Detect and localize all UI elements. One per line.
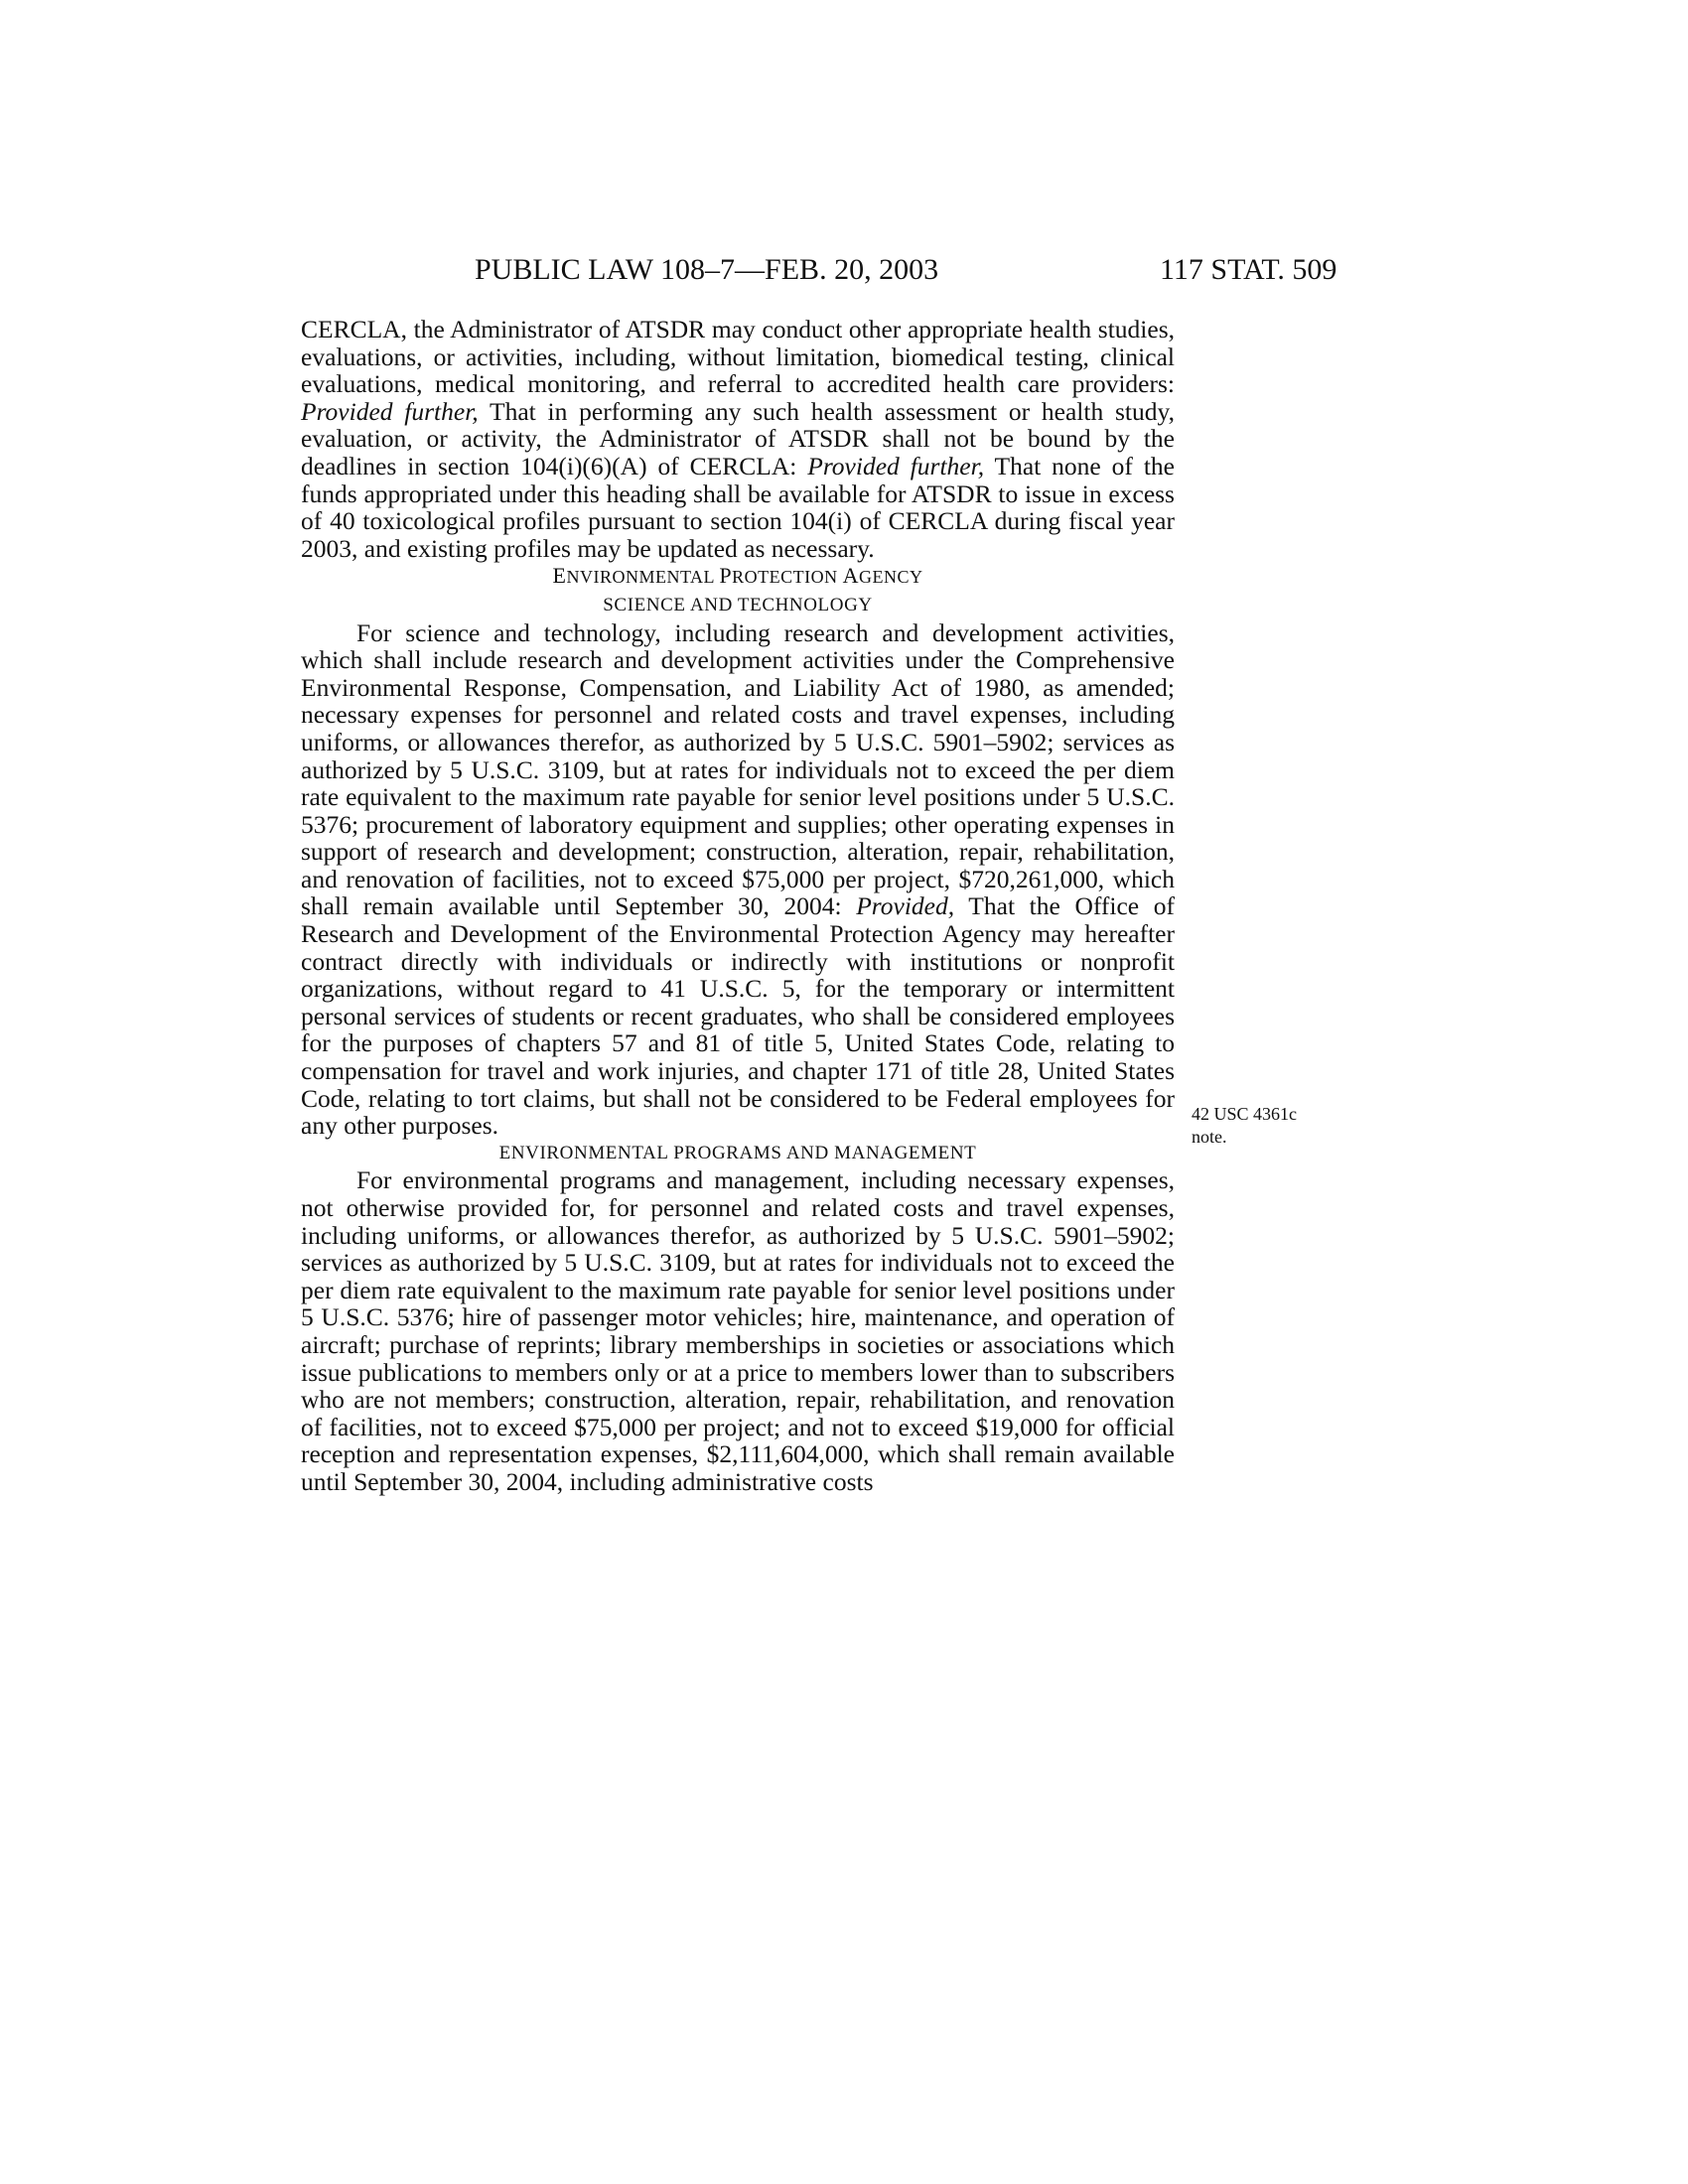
proviso-label: Provided further, — [301, 396, 479, 426]
page-body — [301, 316, 1175, 1496]
law-title: PUBLIC LAW 108–7—FEB. 20, 2003 — [475, 253, 939, 286]
page-header — [0, 250, 1688, 290]
science-technology-heading: SCIENCE AND TECHNOLOGY — [603, 594, 873, 615]
margin-note-label: note. — [1192, 1127, 1227, 1147]
paragraph-science-technology: For science and technology, including research and development activities, which shall include research and development activities under the Comprehensive Environmental Response, Compensation, and Liability Act of 1980, as amended; necessary expenses for personnel and related costs and travel expenses, including uniforms, or allowances therefor, as authorized by 5 U.S.C. 5901–5902; services as authorized by 5 U.S.C. 3109, but at rates for individuals not to exceed the per diem rate equivalent to the maximum rate payable for senior level positions under 5 U.S.C. 5376; procurement of laboratory equipment and supplies; other operating expenses in support of research and development; construction, alteration, repair, rehabilitation, and renovation of facilities, not to exceed $75,000 per project, $720,261,000, which shall remain available until September 30, 2004: Provided, That the Office of Research and Development of the Environmental Protection Agency may hereafter contract directly with individuals or indirectly with institutions or nonprofit organizations, without regard to 41 U.S.C. 5, for the temporary or intermittent personal services of students or recent graduates, who shall be considered employees for the purposes of chapters 57 and 81 of title 5, United States Code, relating to compensation for travel and work injuries, and chapter 171 of title 28, United States Code, relating to tort claims, but shall not be considered to be Federal employees for any other purposes. — [301, 617, 1175, 1141]
paragraph-environmental-programs: For environmental programs and management, including necessary expenses, not otherwise provided for, for personnel and related costs and travel expenses, including uniforms, or allowances therefor, as authorized by 5 U.S.C. 5901–5902; services as authorized by 5 U.S.C. 3109, but at rates for individuals not to exceed the per diem rate equivalent to the maximum rate payable for senior level positions under 5 U.S.C. 5376; hire of passenger motor vehicles; hire, maintenance, and operation of aircraft; purchase of reprints; library memberships in societies or associations which issue publications to members only or at a price to members lower than to subscribers who are not members; construction, alteration, repair, rehabilitation, and renovation of facilities, not to exceed $75,000 per project; and not to exceed $19,000 for official reception and representation expenses, $2,111,604,000, which shall remain available until September 30, 2004, including administrative costs — [301, 1165, 1175, 1496]
proviso-label: Provided, — [856, 891, 955, 921]
proviso-label: Provided further, — [807, 451, 985, 480]
statute-page-number: 117 STAT. 509 — [1160, 253, 1337, 286]
agency-heading: ENVIRONMENTAL PROTECTION AGENCY — [552, 563, 923, 589]
paragraph-atsdr-continuation: CERCLA, the Administrator of ATSDR may conduct other appropriate health studies, evaluations, or activities, including, without limitation, biomedical testing, clinical evaluations, medical monitoring, and referral to accredited health care providers: Provided further, That in performing any such health assessment or health study, evaluation, or activity, the Administrator of ATSDR shall not be bound by the deadlines in section 104(i)(6)(A) of CERCLA: Provided further, That none of the funds appropriated under this heading shall be available for ATSDR to issue in excess of 40 toxicological profiles pursuant to section 104(i) of CERCLA during fiscal year 2003, and existing profiles may be updated as necessary. — [301, 315, 1175, 563]
environmental-programs-heading: ENVIRONMENTAL PROGRAMS AND MANAGEMENT — [498, 1142, 977, 1163]
margin-citation: 42 USC 4361c — [1192, 1104, 1298, 1124]
margin-citation-note — [1192, 1103, 1321, 1149]
